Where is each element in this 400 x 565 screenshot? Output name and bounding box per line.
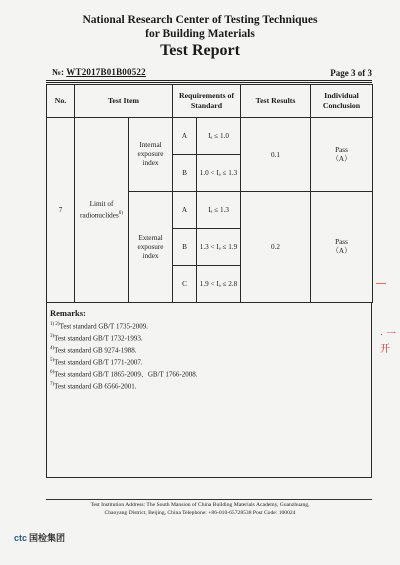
- test-item-text: Limit of radionuclides: [80, 199, 119, 220]
- cell-letter: A: [173, 118, 197, 155]
- remark-sup: 5): [50, 357, 55, 363]
- ctc-logo: [14, 531, 65, 544]
- header-requirements: Requirements of Standard: [173, 85, 241, 118]
- cell-internal-result: 0.1: [241, 118, 311, 192]
- header-test-results: Test Results: [241, 85, 311, 118]
- external-conclusion-grade: （A）: [331, 247, 352, 255]
- header-conclusion: Individual Conclusion: [311, 85, 373, 118]
- report-number: [52, 67, 146, 77]
- cell-requirement: 1.3 < Iₐ ≤ 1.9: [197, 229, 241, 266]
- header-no: No.: [47, 85, 75, 118]
- table-header-row: [47, 85, 373, 118]
- cell-external-exposure: External exposure index: [129, 192, 173, 303]
- remark-sup: 4): [50, 345, 55, 351]
- footer-address-line2: Chaoyang District, Beijing, China Telephone: +86-010-65728538 Post Code: 100024: [104, 510, 296, 516]
- cell-internal-exposure: Internal exposure index: [129, 118, 173, 192]
- external-conclusion-text: Pass: [335, 238, 348, 246]
- remarks-list: [50, 320, 198, 392]
- internal-conclusion-text: Pass: [335, 145, 348, 154]
- remark-text: Test standard GB/T 1865-2009、GB/T 1766-2008.: [54, 370, 198, 379]
- cell-requirement: 1.9 < Iₐ ≤ 2.8: [197, 266, 241, 303]
- internal-conclusion-grade: （A）: [331, 154, 352, 163]
- center-name-line1: National Research Center of Testing Techniques: [82, 14, 318, 26]
- report-title: Test Report: [160, 42, 240, 59]
- cell-requirement: Iₐ ≤ 1.0: [197, 118, 241, 155]
- red-margin-mark-2: · 一开: [380, 329, 397, 355]
- cell-no: 7: [47, 118, 75, 303]
- page-number: Page 3 of 3: [330, 68, 372, 78]
- list-item: [50, 356, 198, 368]
- remark-text: Test standard GB/T 1771-2007.: [54, 358, 143, 367]
- remark-text: Test standard GB 6566-2001.: [54, 381, 137, 390]
- list-item: [50, 380, 198, 392]
- report-number-label: №:: [52, 67, 65, 77]
- list-item: [50, 332, 198, 344]
- cell-external-conclusion: [311, 192, 373, 303]
- logo-text: ctc: [14, 533, 28, 543]
- logo-cn-text: 国检集团: [29, 533, 66, 543]
- footer-address-line1: Test Institution Address: The South Mansion of China Building Materials Academy, Guanzhuang,: [90, 502, 310, 508]
- list-item: [50, 344, 198, 356]
- cell-requirement: Iₐ ≤ 1.3: [197, 192, 241, 229]
- remark-text: Test standard GB 9274-1988.: [54, 346, 137, 355]
- footer-rule: [46, 499, 372, 500]
- remark-text: Test standard GB/T 1732-1993.: [54, 334, 143, 343]
- remark-sup: 1) 2): [50, 322, 60, 327]
- test-item-sup: 6): [118, 210, 123, 216]
- cell-letter: B: [173, 229, 197, 266]
- report-number-value: WT2017B01B00522: [66, 67, 146, 77]
- list-item: [50, 320, 198, 332]
- header-rule-2: [46, 82, 372, 83]
- remark-sup: 7): [50, 381, 55, 387]
- table-row: [47, 118, 373, 155]
- remark-sup: 6): [50, 369, 55, 375]
- remarks-title: Remarks:: [50, 308, 86, 318]
- list-item: [50, 368, 198, 380]
- cell-external-result: 0.2: [241, 192, 311, 303]
- remark-text: Test standard GB/T 1735-2009.: [59, 322, 149, 331]
- red-margin-mark: —: [376, 278, 386, 289]
- remark-sup: 3): [50, 333, 55, 339]
- cell-test-item: [75, 118, 129, 303]
- results-table: [46, 84, 373, 303]
- cell-letter: B: [173, 155, 197, 192]
- header-test-item: Test Item: [75, 85, 173, 118]
- cell-internal-conclusion: [311, 118, 373, 192]
- header-rule: [46, 80, 372, 81]
- center-name-line2: for Building Materials: [145, 28, 255, 40]
- cell-letter: A: [173, 192, 197, 229]
- cell-requirement: 1.0 < Iₐ ≤ 1.3: [197, 155, 241, 192]
- cell-letter: C: [173, 266, 197, 303]
